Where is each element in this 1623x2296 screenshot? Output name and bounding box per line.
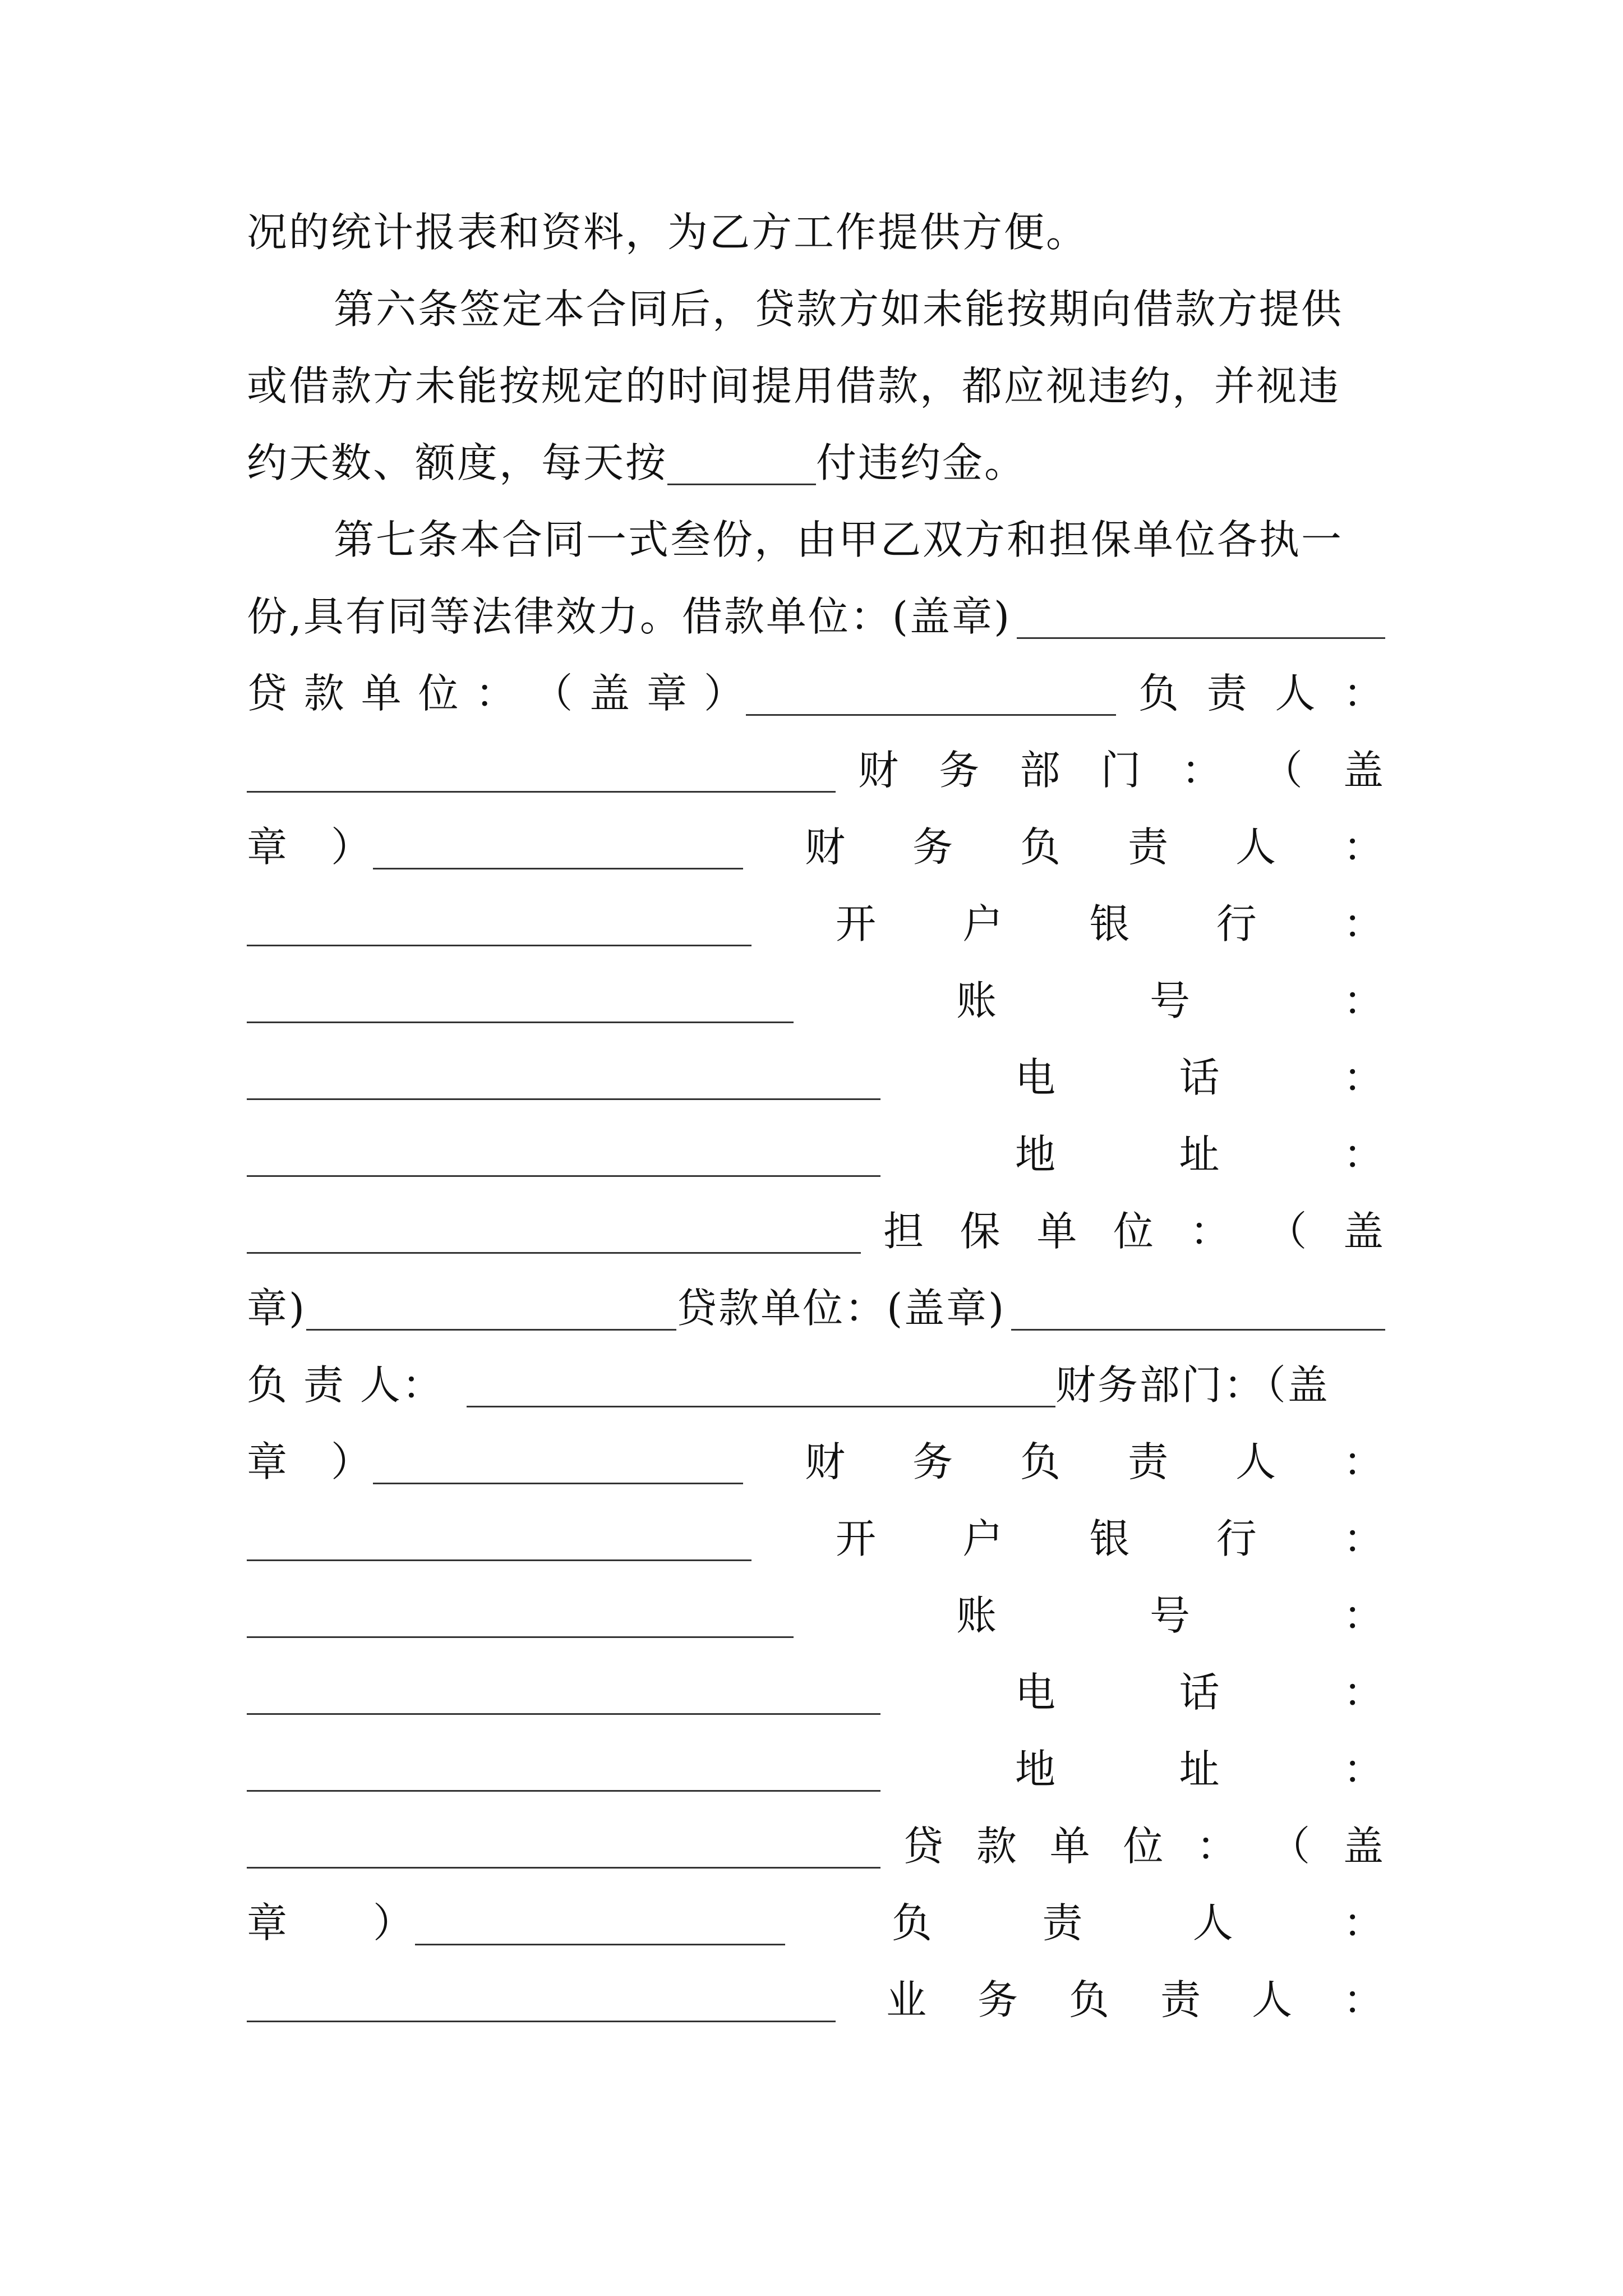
text-line-6: 份,具有同等法律效力。借款单位：(盖章) [247,593,1012,640]
bank-label [836,891,1385,950]
char: 号 [1149,977,1192,1024]
char: ） [372,1899,415,1947]
char: ： [1343,670,1385,717]
char: 负 [1068,1976,1111,2023]
char: ： [1181,747,1224,794]
person-blank-2[interactable] [467,1366,1055,1407]
lender-unit-seal-blank[interactable] [1011,1290,1385,1331]
char: 户 [962,1515,1005,1562]
address-blank-2[interactable] [247,1828,880,1869]
char: 话 [1179,1669,1221,1716]
char: 款 [303,670,346,717]
seal-close-label-2 [247,1429,373,1488]
char: （ [1262,747,1304,794]
account-label [956,968,1385,1027]
form2-lender-unit-row [247,1816,1385,1872]
char: ： [1343,977,1385,1024]
char: ） [330,1438,373,1485]
finance-dept-seal-blank-2[interactable] [373,1443,743,1484]
char: ： [1343,1054,1385,1101]
char: 负 [1020,1438,1062,1485]
lender-unit-label-2 [903,1814,1385,1872]
char: 款 [976,1823,1018,1870]
person-blank[interactable] [247,752,836,793]
char: 盖 [589,670,632,717]
char: 位 [1123,1823,1165,1870]
guarantor-seal-blank[interactable] [306,1290,676,1331]
char: ： [1343,1131,1385,1178]
address-label [1015,1122,1385,1180]
lender-unit-seal-blank-3[interactable] [415,1904,785,1945]
lender-seal-blank[interactable] [746,675,1116,716]
char: 部 [1020,747,1062,794]
form1-finance-person-row [247,817,1385,873]
finance-person-label-2 [805,1429,1385,1488]
form2-finance-person-row [247,1432,1385,1488]
paragraph-line-3 [247,356,1385,412]
char: 人 [1192,1899,1235,1947]
account-blank-2[interactable] [247,1674,880,1715]
char: 财 [858,747,901,794]
account-label-2 [956,1583,1385,1641]
char: 人 [1251,1976,1294,2023]
person-label-3 [892,1890,1385,1949]
paragraph-line-6 [247,586,1385,642]
char: ： [1343,900,1385,947]
char: 银 [1089,1515,1132,1562]
finance-dept-label-2: 财务部门：（盖 [1055,1361,1330,1409]
phone-blank[interactable] [247,1136,880,1177]
char: 电 [1015,1054,1058,1101]
char: 贷 [247,670,289,717]
form3-business-person-row [247,1970,1385,2026]
borrower-seal-blank[interactable] [1017,598,1385,639]
char: 责 [1042,1899,1085,1947]
seal-close-text: 章) [247,1285,307,1332]
char: 单 [1036,1208,1079,1255]
form1-finance-dept-row [247,740,1385,796]
char: 行 [1216,1515,1258,1562]
form2-bank-row [247,1508,1385,1565]
form2-phone-row [247,1662,1385,1718]
char: 人 [1275,670,1317,717]
finance-dept-seal-blank[interactable] [373,829,743,869]
form2-address-row [247,1739,1385,1795]
char: 担 [883,1208,926,1255]
char: 地 [1015,1746,1058,1793]
paragraph-line-1 [247,202,1385,258]
char: 位 [1113,1208,1155,1255]
form1-address-row [247,1124,1385,1180]
char: 账 [956,1592,999,1639]
address-blank[interactable] [247,1213,861,1254]
finance-person-blank-2[interactable] [247,1520,751,1561]
bank-blank-2[interactable] [247,1597,794,1638]
person-label [1138,661,1385,719]
char: 人 [1235,823,1278,871]
char: 贷 [903,1823,946,1870]
char: 章 [247,1438,289,1485]
account-blank[interactable] [247,1059,880,1100]
text-line-4b: 付违约金。 [816,439,1027,486]
char: 地 [1015,1131,1058,1178]
char: 电 [1015,1669,1058,1716]
char: 盖 [1343,747,1385,794]
char: 业 [886,1976,929,2023]
form1-bank-row [247,894,1385,950]
finance-person-label [805,815,1385,873]
person-blank-3[interactable] [247,1981,836,2022]
char: 章 [247,1899,289,1947]
char: 开 [836,1515,878,1562]
text-line-4a: 约天数、额度，每天按 [247,439,668,486]
char: 行 [1216,900,1258,947]
char: 保 [960,1208,1002,1255]
form1-lender-row [247,663,1385,719]
char: （ [1266,1208,1309,1255]
char: 话 [1179,1054,1221,1101]
bank-blank[interactable] [247,982,794,1023]
char: 章 [247,823,289,871]
address-label-2 [1015,1737,1385,1795]
business-person-label [886,1967,1385,2026]
bank-label-2 [836,1506,1385,1565]
char: 章 [647,670,689,717]
char: 开 [836,900,878,947]
char: 财 [805,823,847,871]
char: 负 [892,1899,934,1947]
char: 账 [956,977,999,1024]
char: ） [703,670,746,717]
char: 务 [977,1976,1020,2023]
lender-unit-inline: 贷款单位：(盖章) [676,1285,1006,1332]
char: ： [1343,1592,1385,1639]
phone-label [1015,1045,1385,1103]
char: 务 [939,747,981,794]
char: 户 [962,900,1005,947]
char: 责 [1127,1438,1170,1485]
char: ： [1196,1823,1239,1870]
char: 务 [912,1438,955,1485]
seal-close-label [247,815,373,873]
paragraph-line-4 [247,432,1385,489]
char: 责 [1127,823,1170,871]
text-line-1: 况的统计报表和资料，为乙方工作提供方便。 [247,209,1089,256]
penalty-rate-blank[interactable] [667,444,816,485]
char: 负 [1138,670,1181,717]
text-article-6: 第六条签定本合同后，贷款方如未能按期向借款方提供 [334,286,1344,333]
char: 址 [1179,1131,1221,1178]
text-article-7: 第七条本合同一式叁份，由甲乙双方和担保单位各执一 [334,516,1344,563]
form2-seal-row [247,1278,1385,1334]
person-label-2: 负 责 人： [247,1361,444,1409]
char: 负 [1020,823,1062,871]
phone-label-2 [1015,1660,1385,1718]
char: 盖 [1343,1208,1385,1255]
text-line-3: 或借款方未能按规定的时间提用借款，都应视违约，并视违 [247,362,1341,409]
form2-person-row [247,1355,1385,1411]
char: 财 [805,1438,847,1485]
finance-dept-label [858,738,1385,796]
char: ： [1343,1746,1385,1793]
form2-account-row [247,1585,1385,1641]
char: 单 [1049,1823,1092,1870]
char: 位 [418,670,460,717]
char: 责 [1206,670,1249,717]
char: 务 [912,823,955,871]
char: 单 [361,670,403,717]
char: （ [532,670,575,717]
phone-blank-2[interactable] [247,1751,880,1792]
char: ： [1189,1208,1232,1255]
form3-person-row [247,1893,1385,1949]
paragraph-line-5 [247,509,1385,565]
char: 责 [1160,1976,1202,2023]
char: ： [1343,1976,1385,2023]
lender-unit-label [247,661,746,719]
finance-person-blank[interactable] [247,905,751,946]
char: 址 [1179,1746,1221,1793]
form1-account-row [247,970,1385,1027]
char: ： [1343,1669,1385,1716]
char: （ [1270,1823,1312,1870]
char: ： [1343,823,1385,871]
char: ： [1343,1899,1385,1947]
char: 门 [1100,747,1143,794]
form1-phone-row [247,1047,1385,1103]
guarantor-label [883,1199,1385,1257]
char: 号 [1149,1592,1192,1639]
paragraph-line-2 [247,279,1385,335]
char: ： [1343,1515,1385,1562]
char: ） [330,823,373,871]
seal-close-label-3 [247,1890,415,1949]
char: 盖 [1343,1823,1385,1870]
char: 银 [1089,900,1132,947]
form1-guarantor-row [247,1201,1385,1257]
char: ： [475,670,518,717]
char: ： [1343,1438,1385,1485]
char: 人 [1235,1438,1278,1485]
